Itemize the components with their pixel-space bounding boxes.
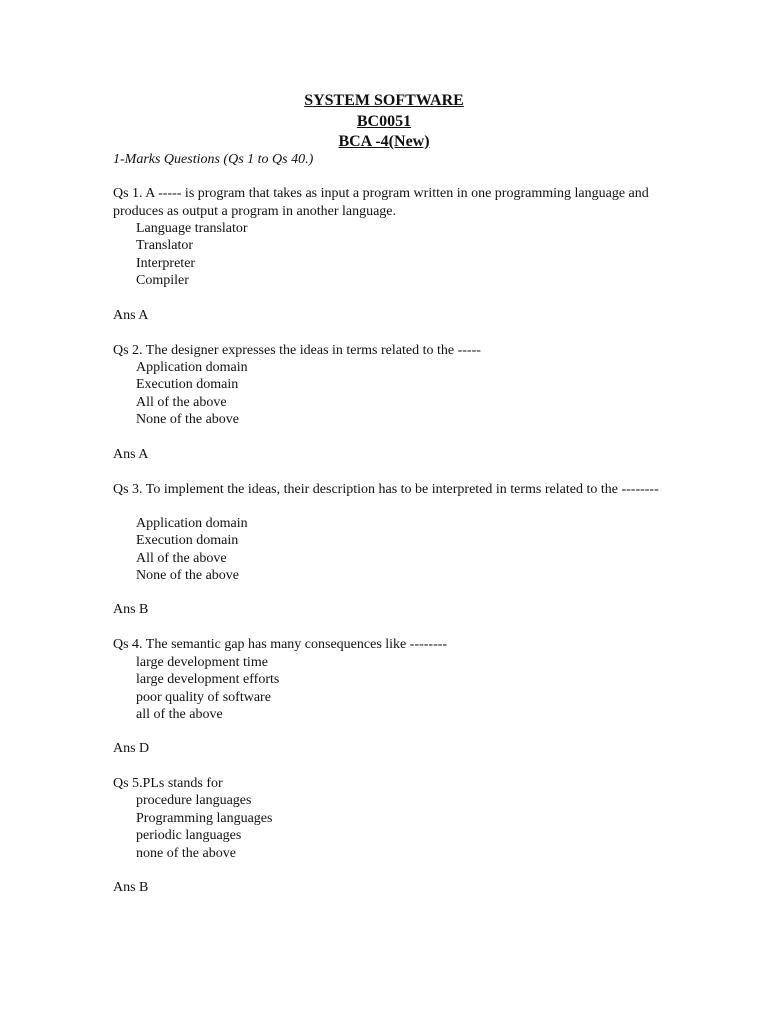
question-5-option-c: periodic languages <box>136 828 242 843</box>
question-3-answer: Ans B <box>113 602 149 617</box>
question-5-answer: Ans B <box>113 880 149 895</box>
document-title: SYSTEM SOFTWARE <box>304 92 464 109</box>
question-4-option-c: poor quality of software <box>136 690 271 705</box>
question-3-option-d: None of the above <box>136 568 240 583</box>
question-4-option-b: large development efforts <box>136 672 280 687</box>
question-1-option-b: Translator <box>136 238 194 253</box>
question-2-option-b: Execution domain <box>136 377 239 392</box>
course-code: BC0051 <box>356 113 412 130</box>
question-5-text: Qs 5.PLs stands for <box>113 776 223 791</box>
question-1-option-c: Interpreter <box>136 256 196 271</box>
question-2-option-c: All of the above <box>136 395 227 410</box>
question-5-option-d: none of the above <box>136 846 236 861</box>
question-5-option-a: procedure languages <box>136 793 252 808</box>
question-1-text: Qs 1. A ----- is program that takes as input a program written in one programming language and produces as output a program in another language. <box>113 186 649 219</box>
question-3-option-c: All of the above <box>136 551 227 566</box>
question-1-option-a: Language translator <box>136 221 248 236</box>
question-2-text: Qs 2. The designer expresses the ideas in terms related to the ----- <box>113 343 481 358</box>
question-2-option-d: None of the above <box>136 412 240 427</box>
question-3-option-b: Execution domain <box>136 533 239 548</box>
course-program: BCA -4(New) <box>338 133 430 150</box>
question-2-option-a: Application domain <box>136 360 248 375</box>
section-subtitle: 1-Marks Questions (Qs 1 to Qs 40.) <box>113 152 314 167</box>
question-4-answer: Ans D <box>113 741 150 756</box>
question-4-option-a: large development time <box>136 655 268 670</box>
question-2-answer: Ans A <box>113 447 149 462</box>
question-1-option-d: Compiler <box>136 273 189 288</box>
question-3-option-a: Application domain <box>136 516 248 531</box>
question-4-option-d: all of the above <box>136 707 223 722</box>
question-3-text: Qs 3. To implement the ideas, their description has to be interpreted in terms related to the -------- <box>113 482 659 497</box>
question-5-option-b: Programming languages <box>136 811 273 826</box>
question-4-text: Qs 4. The semantic gap has many consequences like -------- <box>113 637 448 652</box>
question-1-answer: Ans A <box>113 308 149 323</box>
